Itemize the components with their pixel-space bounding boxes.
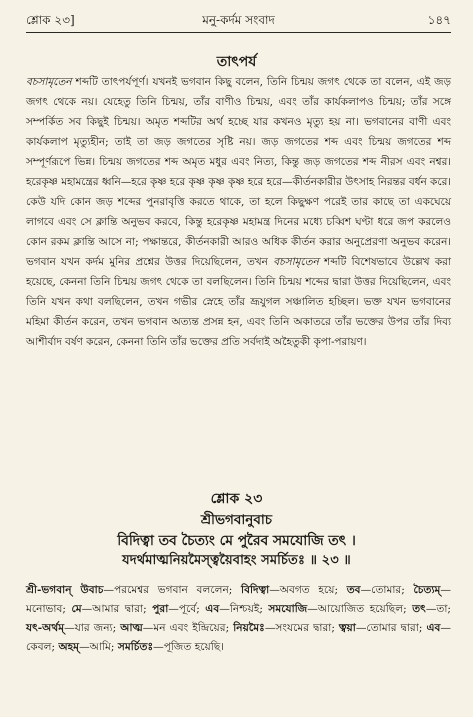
synonym-meaning: —নিশ্চয়ই; — [219, 603, 269, 615]
synonym-word: নিয়মৈঃ — [233, 622, 265, 634]
synonym-word: পুরা — [152, 603, 169, 615]
synonym-word: সমর্চিতঃ — [117, 641, 154, 653]
synonym-meaning: —সংযমের দ্বারা; — [264, 622, 339, 634]
page-header — [26, 6, 451, 33]
synonym-word: আত্ম — [120, 622, 143, 634]
synonym-meaning: —কেবল; — [26, 622, 452, 653]
synonym-word: যৎ-অর্থম্ — [26, 622, 65, 634]
synonym-word: শ্রী-ভগবান্ উবাচ — [26, 584, 104, 596]
purport-keyword: বচসামৃতেন — [26, 76, 72, 88]
synonym-meaning: —পূজিত হয়েছি। — [153, 641, 225, 653]
synonym-word: বিদিত্বা — [241, 584, 270, 596]
synonym-word: ত্বয়া — [338, 622, 356, 634]
synonym-meaning: —মনোভাব; — [26, 584, 451, 615]
synonym-meaning: —মন এবং ইন্দ্রিয়ের; — [142, 622, 234, 634]
synonym-word: তব — [346, 584, 361, 596]
purport-keyword-2: বচসামৃতেন — [273, 256, 319, 268]
synonym-meaning: —তা; — [425, 603, 451, 615]
synonym-meaning: —তোমার দ্বারা; — [355, 622, 427, 634]
synonym-word: চৈত্যম্ — [413, 584, 441, 596]
synonym-word: তৎ — [412, 603, 426, 615]
synonym-word: মে — [71, 603, 82, 615]
synonym-meaning: —পূর্বে; — [168, 603, 206, 615]
verse-number: শ্লোক ২৩ — [210, 491, 263, 507]
purport-body-part1: শব্দটি তাৎপর্যপূর্ণ। যখনই ভগবান কিছু বলেন, তিনি চিন্ময় জগৎ থেকে তা বলেন, এই জড় জগৎ থেকে নয়। যেহেতু তিনি চিন্ময়, তাঁর বাণীও চিন্ময়, এবং তাঁর কার্যকলাপও চিন্ময়; তাঁর সঙ্গে সম্পর্কিত সব কিছুই চিন্ময়। অমৃত শব্দটির অর্থ হচ্ছে যার কখনও মৃত্যু হয় না। ভগবানের বাণী এবং কার্যকলাপ মৃত্যুহীন; তাই তা জড় জগতের সৃষ্টি নয়। জড় জগতের শব্দ এবং চিন্ময় জগতের শব্দ সম্পূর্ণরূপে ভিন্ন। চিন্ময় জগতের শব্দ অমৃত মধুর এবং নিত্য, কিন্তু জড় জগতের শব্দ নীরস এবং নশ্বর। হরেকৃষ্ণ মহামন্ত্রের ধ্বনি—হরে কৃষ্ণ হরে কৃষ্ণ কৃষ্ণ কৃষ্ণ হরে হরে—কীর্তনকারীর উৎসাহ নিরন্তর বর্ধন করে। কেউ যদি কোন জড় শব্দের পুনরাবৃত্তি করতে থাকে, তা হলে কিছুক্ষণ পরেই তার কাছে তা একঘেয়ে লাগবে এবং সে ক্লান্তি অনুভব করবে, কিন্তু হরেকৃষ্ণ মহামন্ত্র দিনের মধ্যে চব্বিশ ঘণ্টা ধরে জপ করলেও কোন রকম ক্লান্তি আসে না; পক্ষান্তরে, কীর্তনকারী আরও অধিক কীর্তন করার অনুপ্রেরণা অনুভব করেন। ভগবান যখন কর্দম মুনির প্রশ্নের উত্তর দিয়েছিলেন, তখন — [26, 76, 451, 268]
synonym-meaning: —পরমেশ্বর ভগবান বললেন; — [103, 584, 242, 596]
synonym-word: এব — [205, 603, 220, 615]
synonym-meaning: —যার জন্য; — [64, 622, 121, 634]
verse-speaker: শ্রীভগবানুবাচ — [200, 512, 273, 528]
synonym-word: এব — [426, 622, 441, 634]
synonym-word: সমযোজি — [268, 603, 308, 615]
header-verse-ref: শ্লোক ২৩] — [26, 13, 75, 27]
synonym-meaning: —আয়োজিত হয়েছিল; — [307, 603, 413, 615]
header-page-number: ১৪৭ — [427, 13, 451, 27]
verse-line-2: যদর্থমাত্মনিয়মৈস্ত্বয়ৈবাহং সমর্চিতঃ ॥ ২৩ ॥ — [122, 553, 351, 568]
synonym-meaning: —আমার দ্বারা; — [81, 603, 153, 615]
synonym-meaning: —তোমার; — [360, 584, 414, 596]
verse-line-1: বিদিত্বা তব চৈত্যং মে পুরৈব সমযোজি তৎ । — [117, 533, 356, 549]
purport-text — [26, 72, 451, 352]
purport-paragraph — [26, 72, 451, 352]
synonym-meaning: —আমি; — [79, 641, 118, 653]
synonym-word: অহম্ — [58, 641, 80, 653]
synonyms-text — [26, 581, 451, 657]
purport-body-part2: শব্দটি বিশেষভাবে উল্লেখ করা হয়েছে, কেননা তিনি চিন্ময় জগৎ থেকে তা বলছিলেন। তিনি চিন্ময় শব্দের দ্বারা উত্তর দিয়েছিলেন, এবং তিনি যখন কথা বলছিলেন, তখন গভীর স্নেহে তাঁর ভ্রূযুগল সঞ্চালিত হচ্ছিল। ভক্ত যখন ভগবানের মহিমা কীর্তন করেন, তখন ভগবান অত্যন্ত প্রসন্ন হন, এবং তিনি অকাতরে তাঁর ভক্তের উপর তাঁর দিব্য আশীর্বাদ বর্ষণ করেন, কেননা তিনি তাঁর ভক্তের প্রতি সর্বদাই অহৈতুকী কৃপা-পরায়ণ। — [26, 256, 451, 348]
header-chapter-title: মনু-কর্দম সংবাদ — [202, 13, 275, 27]
purport-heading: তাৎপর্য — [216, 54, 257, 70]
synonym-meaning: —অবগত হয়ে; — [269, 584, 347, 596]
